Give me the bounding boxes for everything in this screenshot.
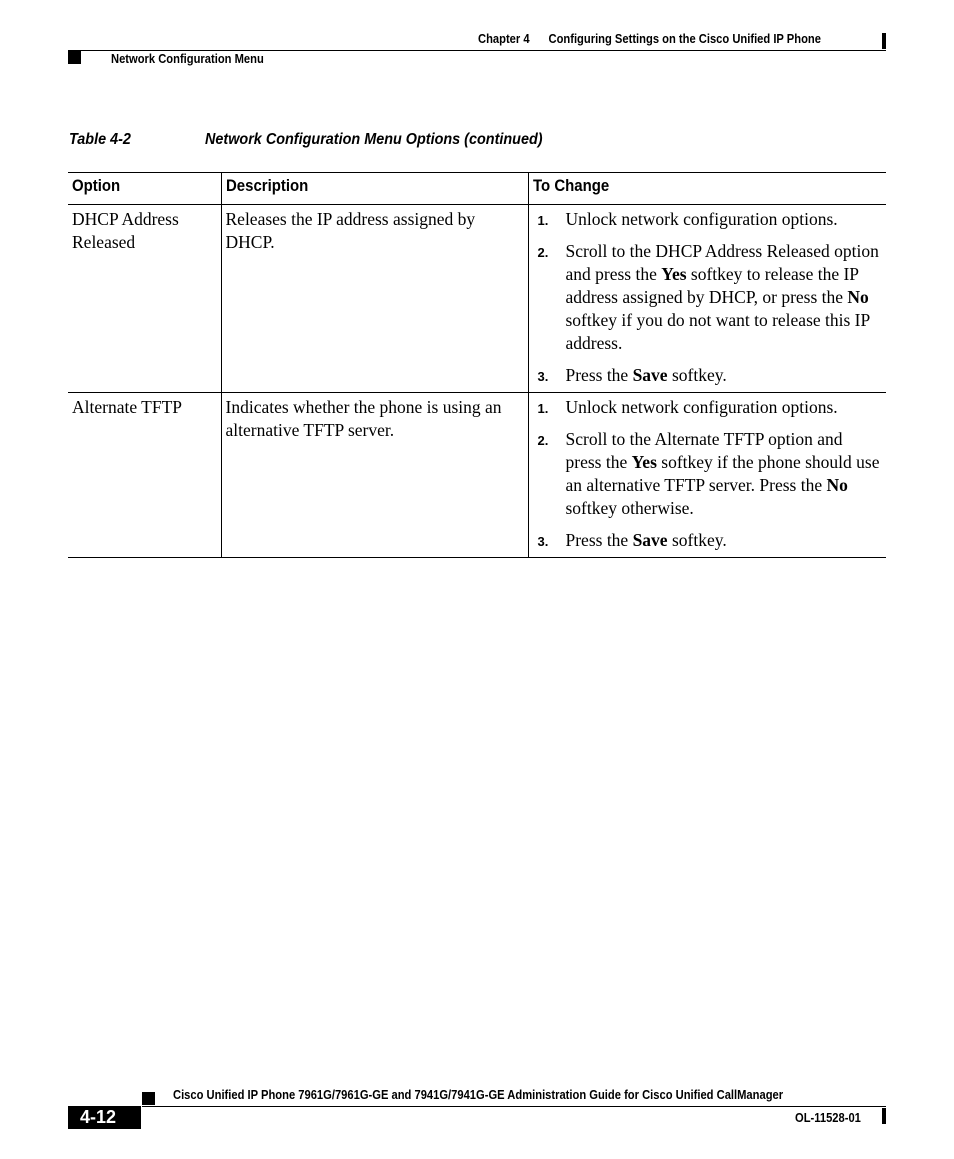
step-text: softkey otherwise. [565, 498, 694, 518]
chapter-label: Chapter 4 [478, 31, 530, 46]
step-text: softkey if the phone should use an alternative TFTP server. Press the [565, 452, 880, 495]
step-item [533, 208, 883, 231]
step-text: softkey to release the IP address assigned by DHCP, or press the [565, 264, 859, 307]
table-row [68, 205, 886, 393]
footer-guide-title: Cisco Unified IP Phone 7961G/7961G-GE and 7941G/7941G-GE Administration Guide for Cisco Unified CallManager [173, 1087, 784, 1102]
table-caption-number: Table 4-2 [69, 131, 131, 148]
step-item [533, 428, 883, 520]
document-number: OL-11528-01 [795, 1110, 861, 1125]
step-number: 1. [537, 401, 549, 416]
steps-list [533, 208, 883, 387]
step-item [533, 396, 883, 419]
option-cell: Alternate TFTP [68, 393, 221, 558]
running-header-section: Network Configuration Menu [111, 51, 264, 66]
header-square-mark [68, 51, 81, 64]
to-change-cell [528, 393, 886, 558]
table-caption-title: Network Configuration Menu Options (continued) [205, 131, 543, 148]
step-text: softkey if you do not want to release this IP address. [565, 310, 870, 353]
description-cell: Indicates whether the phone is using an alternative TFTP server. [221, 393, 528, 558]
column-header-option: Option [68, 173, 221, 205]
footer-rule [142, 1106, 886, 1107]
description-cell: Releases the IP address assigned by DHCP. [221, 205, 528, 393]
step-number: 2. [537, 245, 549, 260]
softkey-name: Save [632, 530, 668, 550]
step-item [533, 529, 883, 552]
step-number: 2. [537, 433, 549, 448]
to-change-cell [528, 205, 886, 393]
step-number: 1. [537, 213, 549, 228]
step-text: Unlock network configuration options. [565, 397, 838, 417]
footer-square-mark [142, 1092, 155, 1105]
softkey-name: Yes [631, 452, 657, 472]
step-text: softkey. [667, 365, 727, 385]
softkey-name: No [826, 475, 848, 495]
step-text: softkey. [667, 530, 727, 550]
softkey-name: No [847, 287, 869, 307]
running-header-chapter [478, 31, 821, 46]
option-cell: DHCP Address Released [68, 205, 221, 393]
page-number: 4-12 [80, 1107, 117, 1127]
step-number: 3. [537, 369, 549, 384]
chapter-title: Configuring Settings on the Cisco Unified IP Phone [548, 31, 821, 46]
footer-bar-mark [882, 1108, 886, 1124]
table-row [68, 393, 886, 558]
step-text: Scroll to the DHCP Address Released option and press the [565, 241, 879, 284]
softkey-name: Save [632, 365, 668, 385]
step-number: 3. [537, 534, 549, 549]
softkey-name: Yes [661, 264, 687, 284]
table-header-row [68, 173, 886, 205]
network-config-options-table [68, 172, 886, 558]
step-text: Scroll to the Alternate TFTP option and press the [565, 429, 843, 472]
step-item [533, 364, 883, 387]
step-text: Press the [565, 365, 633, 385]
header-bar-mark [882, 33, 886, 49]
table-body [68, 205, 886, 558]
steps-list [533, 396, 883, 552]
step-text: Unlock network configuration options. [565, 209, 838, 229]
step-item [533, 240, 883, 355]
column-header-description: Description [221, 173, 528, 205]
column-header-to-change: To Change [528, 173, 886, 205]
step-text: Press the [565, 530, 633, 550]
